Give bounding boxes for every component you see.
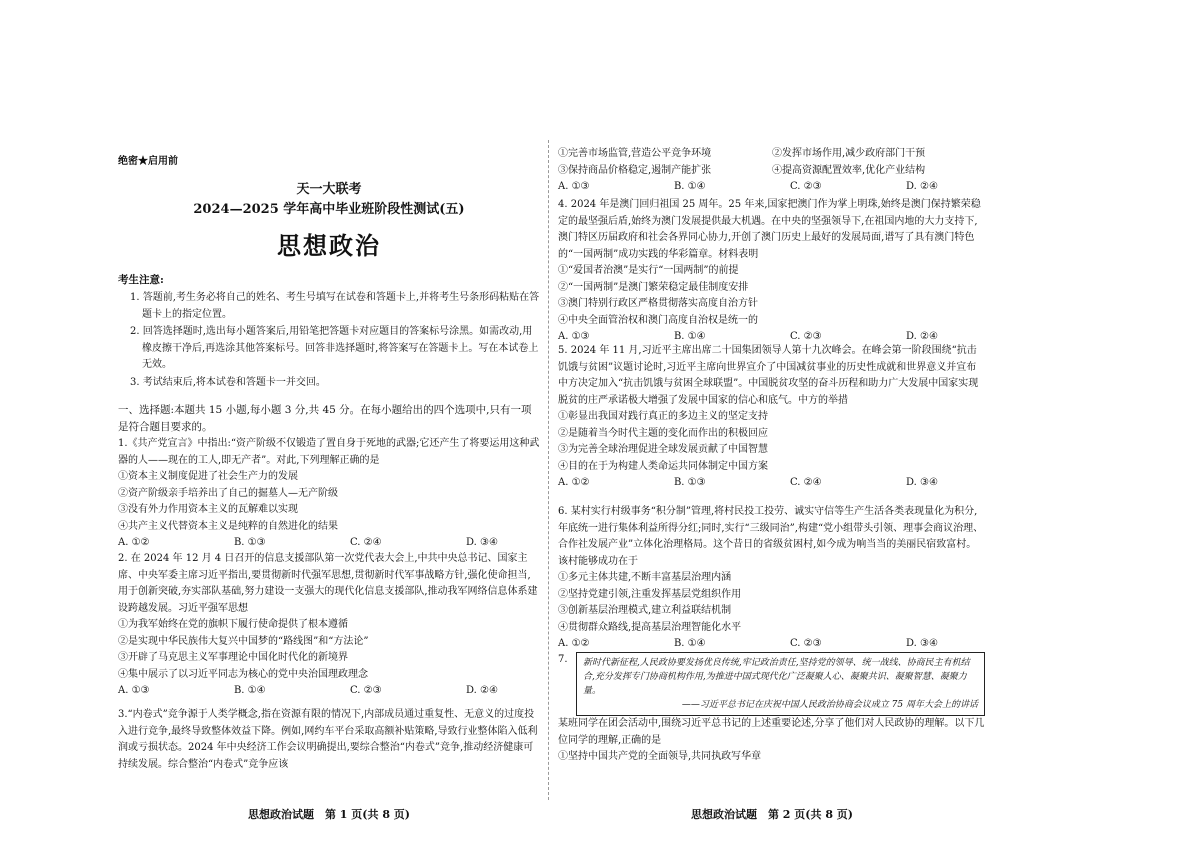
secret-label: 绝密★启用前 [118,156,178,167]
option-b: B. ①④ [673,181,706,192]
question-item: ①多元主体共建,不断丰富基层治理内涵 [558,572,732,583]
option-d: D. ②④ [906,331,938,342]
option-c: C. ②③ [790,181,822,192]
quote-text: 新时代新征程,人民政协要发扬优良传统,牢记政治责任,坚持党的领导、统一战线、协商民主有机结合,充分发挥专门协商机构作用,为推进中国式现代化广泛凝聚人心、凝聚共识、凝聚智慧、凝聚力量。 [583,658,970,696]
page-divider [548,140,550,800]
option-b: B. ①③ [233,537,266,548]
option-c: C. ②③ [790,331,822,342]
option-b: B. ①④ [673,638,706,649]
left-page [118,0,540,849]
option-d: D. ③④ [906,638,938,649]
question-number: 7. [558,654,568,665]
notice-list [130,290,540,392]
question-item: ②是随着当今时代主题的变化而作出的积极回应 [558,427,768,439]
question-stem: 6. 某村实行村级事务“积分制”管理,将村民投工投劳、诚实守信等生产生活各类表现量化为积分,年底统一进行集体利益所得分红;同时,实行“三级同治”,构建“党小组带头引领、理事会商议治理、合作社发展产业”立体化治理格局。这个昔日的省级贫困村,如今成为响当当的美丽民宿致富村。该村能够成功在于 [558,506,984,567]
exam-union-title: 天一大联考 [296,182,362,197]
question-6 [558,504,986,653]
question-item: ①为我军始终在党的旗帜下履行使命提供了根本遵循 [118,619,348,630]
exam-title: 2024—2025 学年高中毕业班阶段性测试(五) [193,202,465,217]
option-b: B. ①③ [673,477,706,488]
question-item: ①坚持中国共产党的全面领导,共同执政写华章 [558,751,762,762]
question-stem: 5. 2024 年 11 月,习近平主席出席二十国集团领导人第十九次峰会。在峰会第一阶段围绕“抗击饥饿与贫困”议题讨论时,习近平主席向世界宣介了中国减贫事业的历史性成就和世界意义并宣布中方决定加入“抗击饥饿与贫困全球联盟”。中国脱贫攻坚的奋斗历程和助力广大发展中国家实现脱贫的庄严承诺极大增强了发展中国家的信心和底气。中方的举措 [558,345,979,406]
option-a: A. ①② [118,537,150,548]
option-d: D. ②④ [466,685,498,696]
question-item: ②坚持党建引领,注重发挥基层党组织作用 [558,588,742,600]
question-item: ②“一国两制”是澳门繁荣稳定最佳制度安排 [558,281,749,293]
question-item: ③澳门特别行政区严格贯彻落实高度自治方针 [558,298,758,309]
option-c: C. ②④ [790,477,822,488]
notice-item: 1. 答题前,考生务必将自己的姓名、考生号填写在试卷和答题卡上,并将考生号条形码粘贴在答题卡上的指定位置。 [130,292,540,320]
question-2 [118,551,540,700]
answer-options [558,636,938,653]
question-item: ①资本主义制度促进了社会生产力的发展 [118,471,298,482]
option-c: C. ②③ [350,685,382,696]
question-item: ③创新基层治理模式,建立利益联结机制 [558,605,732,616]
question-item: ①彰显出我国对践行真正的多边主义的坚定支持 [558,411,768,422]
subject-title: 思想政治 [277,231,381,260]
option-b: B. ①④ [233,685,266,696]
option-d: D. ③④ [466,537,498,548]
section-text: 一、选择题:本题共 15 小题,每小题 3 分,共 45 分。在每小题给出的四个选项中,只有一项是符合题目要求的。 [118,404,532,433]
option-a: A. ①③ [118,685,150,696]
question-4 [558,197,986,346]
question-7-header [558,652,986,716]
question-item: ④集中展示了以习近平同志为核心的党中央治国理政理念 [118,668,368,680]
question-stem: 4. 2024 年是澳门回归祖国 25 周年。25 年来,国家把澳门作为掌上明珠,始终是澳门保持繁荣稳定的最坚强后盾,始终为澳门发展提供最大机遇。在中央的坚强领导下,在祖国内地的大力支持下,澳门特区历届政府和社会各界同心协力,开创了澳门历史上最好的发展局面,谱写了具有澳门特色的“一国两制”成功实践的华彩篇章。材料表明 [558,199,981,260]
notice-item: 3. 考试结束后,将本试卷和答题卡一并交回。 [130,376,326,388]
question-item: ①完善市场监管,营造公平竞争环境 [558,148,712,159]
question-item: ③为完善全球治理促进全球发展贡献了中国智慧 [558,444,768,455]
answer-options [118,535,498,552]
page-footer: 思想政治试题 第 2 页(共 8 页) [690,808,854,821]
answer-options [558,475,938,492]
question-item: ③没有外力作用资本主义的瓦解难以实现 [118,504,298,515]
notice-title: 考生注意: [118,274,164,286]
question-1 [118,436,540,552]
option-a: A. ①② [558,638,590,649]
option-c: C. ②④ [350,537,382,548]
question-item: ②资产阶级亲手培养出了自己的掘墓人—无产阶级 [118,487,338,499]
option-d: D. ②④ [906,181,938,192]
question-5 [558,343,986,492]
question-item: ②发挥市场作用,减少政府部门干预 [772,148,926,159]
option-a: A. ①③ [558,181,590,192]
question-stem: 3.“内卷式”竞争源于人类学概念,指在资源有限的情况下,内部成员通过重复性、无意义的过度投入进行竞争,最终导致整体效益下降。例如,网约车平台采取高额补贴策略,导致行业整体陷入低利润或亏损状态。2024 年中央经济工作会议明确提出,要综合整治“内卷式”竞争,推动经济健康可持续发展。综合整治“内卷式”竞争应该 [118,709,538,770]
right-page [558,0,986,849]
section-heading [118,402,540,435]
question-item: ②是实现中华民族伟大复兴中国梦的“路线图”和“方法论” [118,635,369,647]
question-item: ①“爱国者治澳”是实行“一国两制”的前提 [558,265,739,276]
question-item: ③开辟了马克思主义军事理论中国化时代化的新境界 [118,652,348,663]
question-item: ④共产主义代替资本主义是纯粹的自然进化的结果 [118,520,338,532]
option-b: B. ①④ [673,331,706,342]
question-item: ④贯彻群众路线,提高基层治理智能化水平 [558,621,742,633]
question-3-continued [558,146,986,196]
quote-source: ——习近平总书记在庆祝中国人民政治协商会议成立 75 周年大会上的讲话 [681,700,978,710]
quote-box [576,652,985,716]
question-items-grid [558,146,986,179]
question-stem: 某班同学在团会活动中,围绕习近平总书记的上述重要论述,分享了他们对人民政协的理解。以下几位同学的理解,正确的是 [558,718,985,746]
question-stem: 1.《共产党宣言》中指出:“资产阶级不仅锻造了置自身于死地的武器;它还产生了将要运用这种武器的人——现在的工人,即无产者”。对此,下列理解正确的是 [118,438,540,466]
question-item: ④目的在于为构建人类命运共同体制定中国方案 [558,460,768,472]
option-c: C. ②③ [790,638,822,649]
option-a: A. ①③ [558,331,590,342]
question-stem: 2. 在 2024 年 12 月 4 日召开的信息支援部队第一次党代表大会上,中共中央总书记、国家主席、中央军委主席习近平指出,要贯彻新时代强军思想,贯彻新时代军事战略方针,强化使命担当,用于创新突破,夯实部队基础,努力建设一支强大的现代化信息支援部队,推动我军网络信息体系建设跨越发展。习近平强军思想 [118,553,538,614]
option-a: A. ①② [558,477,590,488]
notice-item: 2. 回答选择题时,选出每小题答案后,用铅笔把答题卡对应题目的答案标号涂黑。如需改动,用橡皮擦干净后,再选涂其他答案标号。回答非选择题时,将答案写在答题卡上。写在本试卷上无效。 [130,326,539,370]
question-item: ③保持商品价格稳定,遏制产能扩张 [558,164,712,176]
page-footer: 思想政治试题 第 1 页(共 8 页) [247,808,411,821]
option-d: D. ③④ [906,477,938,488]
question-7 [558,652,986,766]
answer-options [558,179,938,196]
answer-options [118,683,498,700]
question-3 [118,707,540,773]
question-item: ④提高资源配置效率,优化产业结构 [772,164,926,176]
question-item: ④中央全面管治权和澳门高度自治权是统一的 [558,314,758,326]
